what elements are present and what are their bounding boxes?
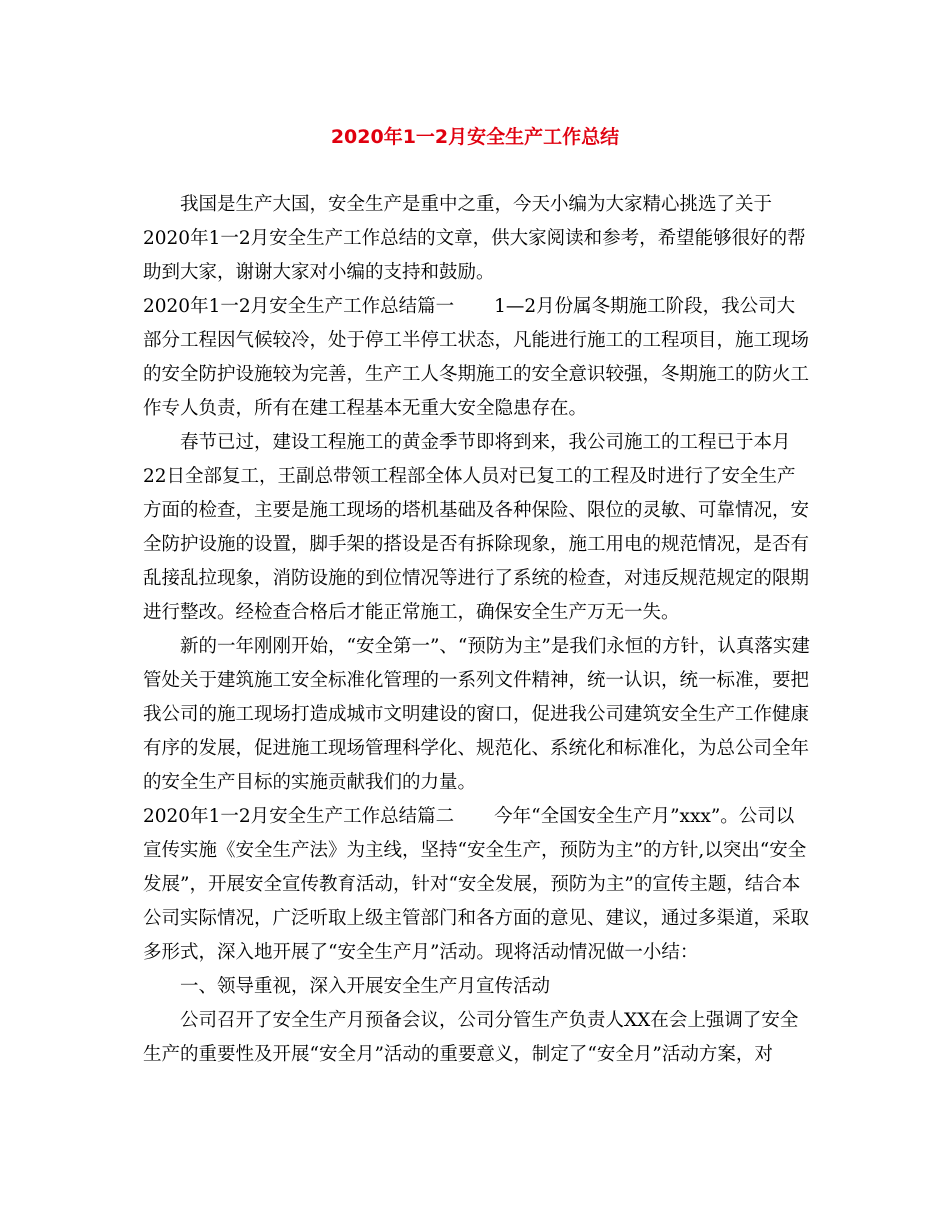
document-body	[143, 188, 810, 1072]
body-paragraph: 新的一年刚刚开始，“安全第一”、“预防为主”是我们永恒的方针，认真落实建管处关于建筑施工安全标准化管理的一系列文件精神，统一认识，统一标准，要把我公司的施工现场打造成城市文明建设的窗口，促进我公司建筑安全生产工作健康有序的发展，促进施工现场管理科学化、规范化、系统化和标准化，为总公司全年的安全生产目标的实施贡献我们的力量。	[143, 636, 810, 793]
document-title: 2020年1一2月安全生产工作总结	[330, 126, 620, 148]
section-two-text: 今年“全国安全生产月”xxx”。公司以宣传实施《安全生产法》为主线，坚持“安全生产，预防为主”的方针,以突出“安全发展”，开展安全宣传教育活动，针对“安全发展，预防为主”的宣传主题，结合本公司实际情况，广泛听取上级主管部门和各方面的意见、建议，通过多渠道，采取多形式，深入地开展了“安全生产月”活动。现将活动情况做一小结：	[143, 806, 810, 963]
section-one-heading: 2020年1一2月安全生产工作总结篇一	[143, 296, 455, 317]
section-one-paragraph	[143, 290, 810, 426]
body-paragraph: 公司召开了安全生产月预备会议，公司分管生产负责人XX在会上强调了安全生产的重要性及开展“安全月”活动的重要意义，制定了“安全月”活动方案，对	[143, 1010, 799, 1065]
subheading-paragraph: 一、领导重视，深入开展安全生产月宣传活动	[180, 976, 551, 997]
section-one-text: 1—2月份属冬期施工阶段，我公司大部分工程因气候较冷，处于停工半停工状态，凡能进行施工的工程项目，施工现场的安全防护设施较为完善，生产工人冬期施工的安全意识较强，冬期施工的防火工作专人负责，所有在建工程基本无重大安全隐患存在。	[143, 296, 810, 419]
intro-paragraph: 我国是生产大国，安全生产是重中之重，今天小编为大家精心挑选了关于2020年1一2月安全生产工作总结的文章，供大家阅读和参考，希望能够很好的帮助到大家，谢谢大家对小编的支持和鼓励。	[143, 194, 806, 283]
section-two-heading: 2020年1一2月安全生产工作总结篇二	[143, 806, 455, 827]
body-paragraph: 春节已过，建设工程施工的黄金季节即将到来，我公司施工的工程已于本月22日全部复工，王副总带领工程部全体人员对已复工的工程及时进行了安全生产方面的检查，主要是施工现场的塔机基础及各种保险、限位的灵敏、可靠情况，安全防护设施的设置，脚手架的搭设是否有拆除现象，施工用电的规范情况，是否有乱接乱拉现象，消防设施的到位情况等进行了系统的检查，对违反规范规定的限期进行整改。经检查合格后才能正常施工，确保安全生产万无一失。	[143, 432, 810, 623]
section-two-paragraph	[143, 800, 810, 970]
